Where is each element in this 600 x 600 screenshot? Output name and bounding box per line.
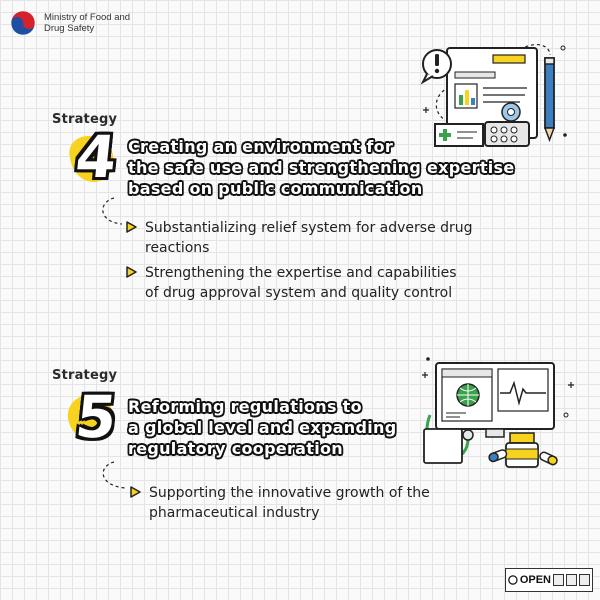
strategy-5-bullet-1 [130, 483, 430, 523]
ministry-name [44, 12, 130, 34]
strategy-4-heading [128, 136, 515, 199]
ministry-name-line2: Drug Safety [44, 23, 95, 34]
strategy-5-bullet-1-line2: pharmaceutical industry [149, 505, 320, 521]
strategy-5-number: 5 [72, 383, 120, 451]
no-derivatives-icon [579, 574, 590, 586]
strategy-5-label: Strategy [52, 368, 118, 383]
bullet-arrow-icon [130, 486, 141, 498]
ministry-logo [10, 10, 130, 36]
strategy-4-bullet-2 [126, 263, 457, 303]
document-illustration [415, 40, 575, 150]
ministry-name-line1: Ministry of Food and [44, 12, 131, 23]
strategy-4-heading-line1: Creating an environment for [128, 137, 394, 156]
strategy-5-heading [128, 396, 396, 459]
strategy-5-heading-line2: a global level and expanding [128, 418, 397, 437]
strategy-5-heading-line1: Reforming regulations to [128, 397, 362, 416]
attribution-icon [553, 574, 564, 586]
strategy-4-label: Strategy [52, 112, 118, 127]
open-license-label: OPEN [519, 574, 551, 586]
taegeuk-emblem-icon [10, 10, 36, 36]
strategy-5-bullet-1-line1: Supporting the innovative growth of the [149, 485, 430, 501]
laboratory-illustration [418, 355, 583, 470]
strategy-5-heading-line3: regulatory cooperation [128, 439, 343, 458]
strategy-4-bullet-1 [126, 218, 473, 258]
strategy-4-bullet-1-line1: Substantializing relief system for adverse drug [145, 220, 473, 236]
strategy-4-bullet-2-line2: of drug approval system and quality control [145, 285, 453, 301]
noncommercial-icon [566, 574, 577, 586]
strategy-4-heading-line3: based on public communication [128, 179, 423, 198]
strategy-4-bullet-2-line1: Strengthening the expertise and capabilities [145, 265, 457, 281]
strategy-4-bullet-1-line2: reactions [145, 240, 210, 256]
strategy-4-heading-line2: the safe use and strengthening expertise [128, 158, 515, 177]
open-license-badge [505, 568, 593, 592]
bullet-arrow-icon [126, 221, 137, 233]
open-license-icon [508, 574, 518, 586]
bullet-arrow-icon [126, 266, 137, 278]
strategy-4-number: 4 [72, 123, 120, 191]
